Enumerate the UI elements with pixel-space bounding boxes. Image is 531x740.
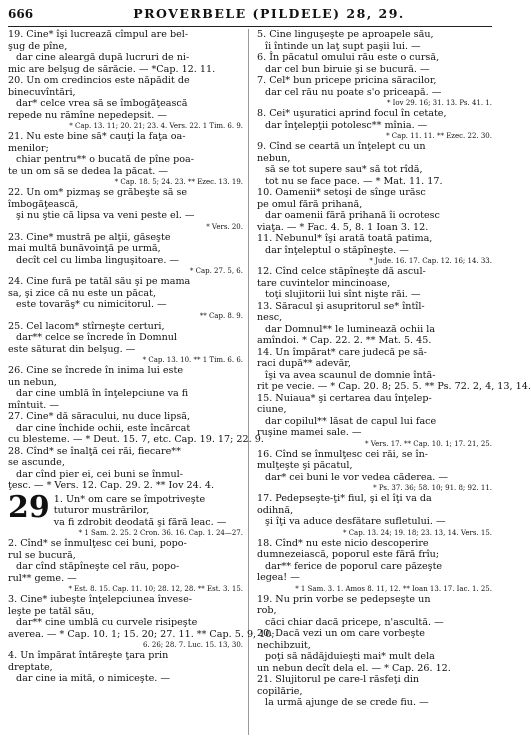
verse-line: dar* celce vrea să se îmbogăţească: [16, 98, 188, 109]
cross-reference: * Cap. 13. 24; 19. 18; 23. 13, 14. Vers. 15.: [342, 528, 492, 537]
left-verses: [8, 29, 264, 492]
verse-line: rob,: [257, 605, 277, 616]
verse-line: dumnezeiască, poporul este fără frîu;: [257, 549, 440, 560]
verse-line: 25. Cel lacom* stîrneşte certuri,: [8, 320, 165, 332]
verse-line: ciune,: [257, 404, 287, 415]
verse-line: nesc,: [257, 312, 283, 323]
verse-line: ruşine mamei sale. —: [257, 427, 362, 438]
verse-line: 20. Un om credincios este năpădit de: [8, 75, 190, 86]
verse-line: 22. Un om* pizmaş se grăbeşte să se: [8, 187, 188, 198]
verse-line: ţesc. — * Vers. 12. Cap. 29. 2. ** Iov 24. 4.: [8, 480, 215, 491]
verse-line: legea! —: [257, 572, 300, 583]
verse-line: 18. Cînd* nu este nicio descoperire: [257, 537, 429, 549]
verse-line: va fi zdrobit deodată şi fără leac. —: [53, 516, 227, 528]
verse-line: mic are belşug de sărăcie. — *Cap. 12. 11.: [8, 63, 216, 75]
verse-line: 21. Slujitorul pe care-l răsfeţi din: [257, 674, 420, 685]
verse-line: este tovarăş* cu nimicitorul. —: [16, 299, 167, 310]
running-title: PROVERBELE (PILDELE) 28, 29.: [133, 6, 405, 21]
verse-line: binecuvîntări,: [8, 86, 76, 98]
verse-line: 10. Oamenii* setoşi de sînge urăsc: [257, 187, 426, 198]
verse-line: viaţa. — * Fac. 4. 5, 8. 1 Ioan 3. 12.: [257, 221, 429, 233]
verse-line: dar cînd stăpîneşte cel rău, popo-: [16, 561, 180, 572]
verse-line: nechibzuit,: [257, 639, 311, 651]
verse-line: 15. Nuiaua* şi certarea dau înţelep-: [257, 392, 432, 404]
verse-line: 23. Cine* mustră pe alţii, găseşte: [8, 231, 171, 243]
verse-line: rul se bucură,: [8, 549, 76, 561]
verse-line: dar cel rău nu poate s'o priceapă. —: [265, 86, 442, 98]
verse-line: 9. Cînd se ceartă un înţelept cu un: [257, 141, 426, 152]
verse-line: mîntuit. —: [8, 399, 59, 411]
verse-line: poţi să nădăjduieşti mai* mult dela: [265, 651, 435, 662]
verse-line: pe omul fără prihană,: [257, 198, 363, 210]
verse-line: un nebun,: [8, 376, 57, 388]
chapter-start: [8, 489, 243, 539]
verse-line: dar cine închide ochii, este încărcat: [16, 422, 191, 434]
verse-line: dar cine umblă în înţelepciune va fi: [16, 388, 189, 399]
chapter-number: 29: [8, 489, 50, 525]
verse-line: 8. Cei* uşuratici aprind focul în cetate,: [257, 108, 447, 119]
verse-line: tot nu se face pace. — * Mat. 11. 17.: [265, 175, 443, 187]
verse-line: şi îţi va aduce desfătare sufletului. —: [265, 516, 446, 527]
verse-line: dar oamenii fără prihană îi ocrotesc: [265, 210, 440, 221]
verse-line: şi nu ştie că lipsa va veni peste el. —: [16, 210, 195, 221]
right-column: [257, 29, 531, 735]
verse-line: 20. Dacă vezi un om care vorbeşte: [257, 628, 425, 639]
verse-line: 17. Pedepseşte-ţi* fiul, şi el îţi va da: [257, 493, 432, 504]
verse-line: dar cine ia mită, o nimiceşte. —: [16, 673, 170, 684]
verse-line: dar cînd pier ei, cei buni se înmul-: [16, 468, 183, 480]
verse-line: 16. Cînd se înmulţesc cei răi, se în-: [257, 448, 428, 460]
cross-reference: * Vers. 17. ** Cap. 10. 1; 17. 21, 25.: [365, 439, 492, 448]
page-number: 666: [8, 7, 34, 21]
verse-line: îi întinde un laţ supt paşii lui. —: [265, 40, 421, 52]
verse-line: chiar pentru** o bucată de pîne poa-: [16, 154, 194, 165]
page-header: [8, 6, 492, 27]
text-columns: [8, 29, 531, 735]
verse-line: mai multă bunăvoinţă pe urmă,: [8, 243, 161, 254]
verse-line: dar copilul** lăsat de capul lui face: [265, 415, 437, 427]
verse-line: te un om să se dedea la păcat. —: [8, 165, 169, 177]
verse-line: mulţeşte şi păcatul,: [257, 460, 353, 471]
verse-line: 28. Cînd* se înalţă cei răi, fiecare**: [8, 445, 181, 457]
cross-reference: * 1 Sam. 3. 1. Amos 8. 11, 12. ** Ioan 13. 17. Iac. 1. 25.: [295, 584, 492, 593]
verse-line: căci chiar dacă pricepe, n'ascultă. —: [265, 616, 444, 628]
verse-line: 26. Cine se încrede în inima lui este: [8, 365, 184, 376]
verse-line: raci după** adevăr,: [257, 358, 351, 369]
verse-line: să se tot supere sau* să tot rîdă,: [265, 164, 423, 175]
cross-reference: * Cap. 18. 5; 24. 23. ** Ezec. 13. 19.: [114, 178, 243, 186]
cross-reference: * Cap. 27. 5, 6.: [189, 267, 243, 275]
verse-line: nebun,: [257, 152, 291, 164]
verse-line: copilărie,: [257, 685, 303, 697]
verse-line: repede nu rămîne nepedepsit. —: [8, 109, 167, 121]
verse-line: dreptate,: [8, 661, 53, 673]
verse-line: rul** geme. —: [8, 572, 77, 584]
verse-line: 11. Nebunul* îşi arată toată patima,: [257, 233, 433, 244]
cross-reference: * Cap. 13. 10. ** 1 Tim. 6. 6.: [142, 356, 243, 364]
cross-reference: ** Cap. 8. 9.: [199, 311, 243, 320]
cross-reference: * Ps. 37. 36; 58. 10; 91. 8; 92. 11.: [373, 484, 492, 492]
verse-line: leşte pe tatăl său,: [8, 605, 95, 617]
verse-line: 3. Cine* iubeşte înţelepciunea învese-: [8, 594, 192, 605]
verse-line: tuturor mustrărilor,: [53, 505, 150, 516]
verse-line: 14. Un împărat* care judecă pe să-: [257, 346, 427, 358]
verse-line: menilor;: [8, 142, 49, 154]
verse-line: cu blesteme. — * Deut. 15. 7, etc. Cap. 19. 17; 22. 9.: [8, 434, 264, 445]
verse-line: este săturat din belşug. —: [8, 343, 136, 355]
verse-line: 6. În păcatul omului rău este o cursă,: [257, 52, 440, 63]
verse-line: îşi va avea scaunul de domnie întă-: [265, 369, 436, 381]
verse-line: 27. Cine* dă săracului, nu duce lipsă,: [8, 411, 191, 422]
verse-line: un nebun decît dela el. — * Cap. 26. 12.: [257, 662, 451, 674]
cross-reference: * Cap. 11. 11. ** Ezec. 22. 30.: [386, 132, 492, 140]
verse-line: 4. Un împărat întăreşte ţara prin: [8, 650, 169, 661]
verse-line: 21. Nu este bine să* cauţi la faţa oa-: [8, 131, 186, 142]
verse-line: dar Domnul** le luminează ochii la: [265, 323, 436, 335]
verse-line: amîndoi. * Cap. 22. 2. ** Mat. 5. 45.: [257, 335, 432, 346]
verse-line: toţi slujitorii lui sînt nişte răi. —: [265, 289, 421, 300]
verse-line: dar** celce se încrede în Domnul: [16, 332, 177, 343]
verse-line: dar* cei buni le vor vedea căderea. —: [265, 471, 448, 483]
verse-line: dar înţeleptul o stăpîneşte. —: [265, 244, 409, 256]
verse-line: dar cel bun biruie şi se bucură. —: [265, 63, 430, 75]
verse-line: decît cel cu limba linguşitoare. —: [16, 254, 180, 266]
verse-line: 12. Cînd celce stăpîneşte dă ascul-: [257, 266, 426, 277]
verse-line: la urmă ajunge de se crede fiu. —: [265, 697, 429, 708]
verse-line: rit pe vecie. — * Cap. 20. 8; 25. 5. ** Ps. 72. 2, 4, 13, 14.: [257, 381, 531, 392]
verse-line: şug de pîne,: [8, 40, 68, 52]
verse-line: 13. Săracul şi asupritorul se* întîl-: [257, 300, 425, 312]
right-verses: [257, 29, 531, 709]
verse-line: se ascunde,: [8, 457, 65, 468]
verse-line: dar înţelepţii potolesc** mînia. —: [265, 119, 428, 131]
verse-line: 1. Un* om care se împotriveşte: [53, 493, 206, 505]
cross-reference: * 1 Sam. 2. 25. 2 Cron. 36. 16. Cap. 1. 24—27.: [78, 529, 243, 537]
verse-line: 5. Cine linguşeşte pe aproapele său,: [257, 29, 434, 40]
cross-reference: 6. 26; 28. 7. Luc. 15. 13, 30.: [142, 641, 243, 649]
verse-line: 24. Cine fură pe tatăl său şi pe mama: [8, 276, 191, 287]
chapter-first-verse: [54, 494, 243, 539]
verse-line: îmbogăţească,: [8, 198, 79, 210]
verse-line: dar** ferice de poporul care păzeşte: [265, 560, 443, 572]
cross-reference: * Iov 29. 16; 31. 13. Ps. 41. 1.: [386, 99, 492, 107]
verse-line: 7. Cel* bun pricepe pricina săracilor,: [257, 75, 437, 86]
cross-reference: * Jude. 16. 17. Cap. 12. 16; 14. 33.: [369, 257, 492, 265]
cross-reference: * Vers. 20.: [206, 222, 243, 231]
verse-line: odihnă,: [257, 504, 294, 516]
verse-line: 2. Cînd* se înmulţesc cei buni, popo-: [8, 538, 187, 549]
verse-line: tare cuvintelor mincinoase,: [257, 277, 391, 289]
verse-line: 19. Cine* îşi lucrează cîmpul are bel-: [8, 29, 189, 40]
verse-line: averea. — * Cap. 10. 1; 15. 20; 27. 11. ** Cap. 5. 9, 10;: [8, 628, 275, 640]
verse-line: 19. Nu prin vorbe se pedepseşte un: [257, 593, 431, 605]
verse-line: dar cine aleargă după lucruri de ni-: [16, 52, 190, 63]
cross-reference: * Est. 8. 15. Cap. 11. 10; 28. 12, 28. ** Est. 3. 15.: [68, 585, 243, 593]
verse-line: dar** cine umblă cu curvele risipeşte: [16, 617, 198, 628]
cross-reference: * Cap. 13. 11; 20. 21; 23. 4. Vers. 22. 1 Tim. 6. 9.: [69, 122, 243, 130]
verse-line: sa, şi zice că nu este un păcat,: [8, 287, 157, 299]
